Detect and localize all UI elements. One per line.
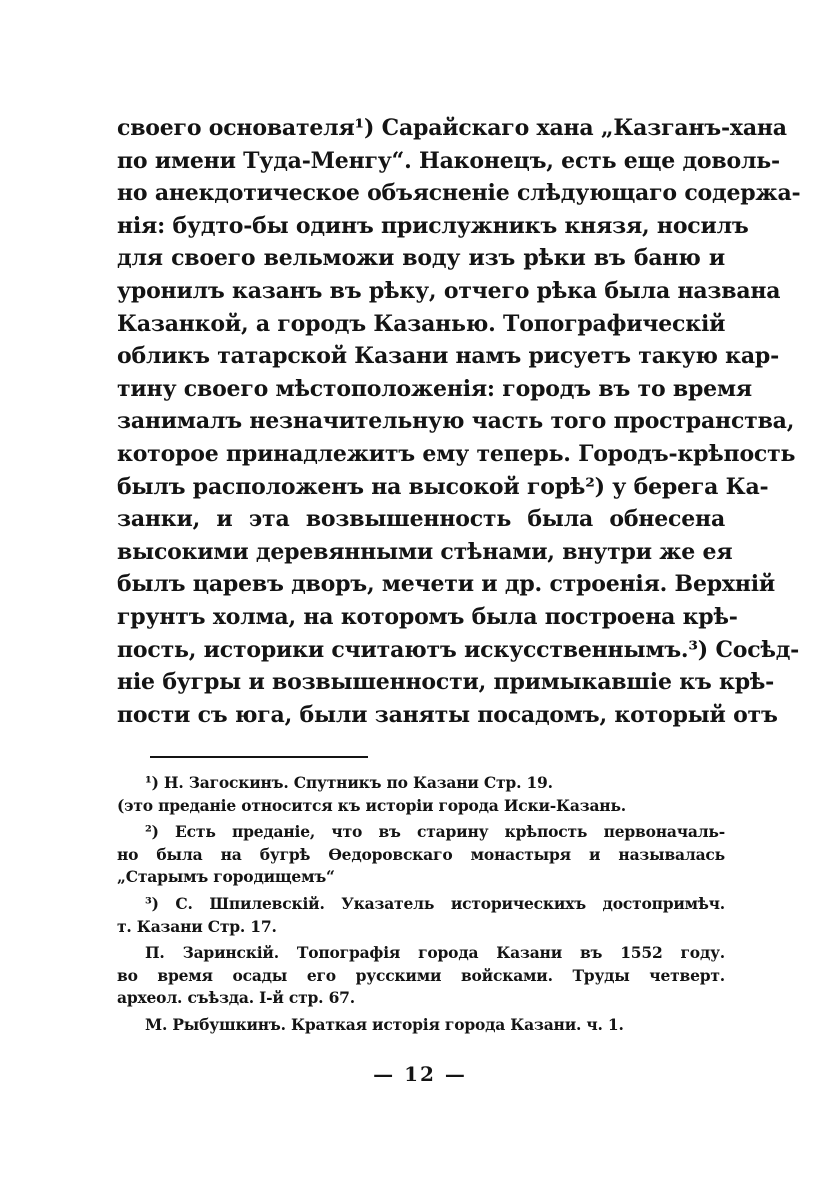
text-line: но анекдотическое объясненіе слѣдующаго содержа- (117, 180, 801, 207)
text-line: по имени Туда-Менгу“. Наконецъ, есть еще доволь- (117, 147, 780, 174)
footnote-line: (это преданіе относится къ исторіи города Иски-Казань. (117, 795, 626, 815)
footnote-3 (117, 893, 725, 938)
footnote-1 (117, 772, 725, 817)
footnote-line: М. Рыбушкинъ. Краткая исторія города Казани. ч. 1. (145, 1014, 624, 1034)
footnote-line: но была на бугрѣ Ѳедоровскаго монастыря и называлась (117, 844, 725, 864)
text-line: грунтъ холма, на которомъ была построена крѣ- (117, 603, 738, 630)
page-number: — 12 — (373, 1062, 467, 1086)
footnote-line: т. Казани Стр. 17. (117, 916, 277, 936)
footnote-line: „Старымъ городищемъ“ (117, 867, 335, 887)
text-line: нія: будто-бы одинъ прислужникъ князя, носилъ (117, 212, 749, 239)
text-line: занималъ незначительную часть того пространства, (117, 408, 795, 435)
text-line: тину своего мѣстоположенія: городъ въ то время (117, 375, 752, 402)
text-line: былъ царевъ дворъ, мечети и др. строенія. Верхній (117, 571, 776, 598)
text-line: Казанкой, а городъ Казанью. Топографическій (117, 310, 726, 337)
footnote-line: во время осады его русскими войсками. Труды четверт. (117, 965, 725, 985)
text-line: пость, историки считаютъ искусственнымъ.³) Сосѣд- (117, 636, 800, 663)
footnote-line: археол. съѣзда. I-й стр. 67. (117, 988, 355, 1008)
text-line: уронилъ казанъ въ рѣку, отчего рѣка была названа (117, 277, 781, 304)
text-line: былъ расположенъ на высокой горѣ²) у берега Ка- (117, 473, 769, 500)
text-line: пости съ юга, были заняты посадомъ, который отъ (117, 701, 778, 728)
text-line: своего основателя¹) Сарайскаго хана „Казганъ-хана (117, 115, 787, 141)
footnotes (117, 772, 725, 1041)
footnote-2 (117, 821, 725, 889)
footnote-5 (117, 1014, 725, 1037)
text-line: ніе бугры и возвышенности, примыкавшіе къ крѣ- (117, 669, 775, 696)
footnote-line: ²) Есть преданіе, что въ старину крѣпость первоначаль- (145, 822, 725, 842)
footnote-separator (150, 756, 368, 758)
footnote-line: П. Заринскій. Топографія города Казани въ 1552 году. (145, 943, 725, 963)
text-line: обликъ татарской Казани намъ рисуетъ такую кар- (117, 343, 780, 370)
footnote-line: ¹) Н. Загоскинъ. Спутникъ по Казани Стр. 19. (145, 773, 553, 792)
footnote-line: ³) С. Шпилевскій. Указатель историческихъ достопримѣч. (145, 893, 725, 913)
footnote-4 (117, 942, 725, 1010)
text-line: занки, и эта возвышенность была обнесена (117, 506, 725, 533)
text-line: которое принадлежитъ ему теперь. Городъ-крѣпость (117, 440, 796, 467)
main-text (117, 112, 801, 731)
text-line: для своего вельможи воду изъ рѣки въ баню и (117, 245, 725, 272)
text-line: высокими деревянными стѣнами, внутри же ея (117, 538, 733, 565)
